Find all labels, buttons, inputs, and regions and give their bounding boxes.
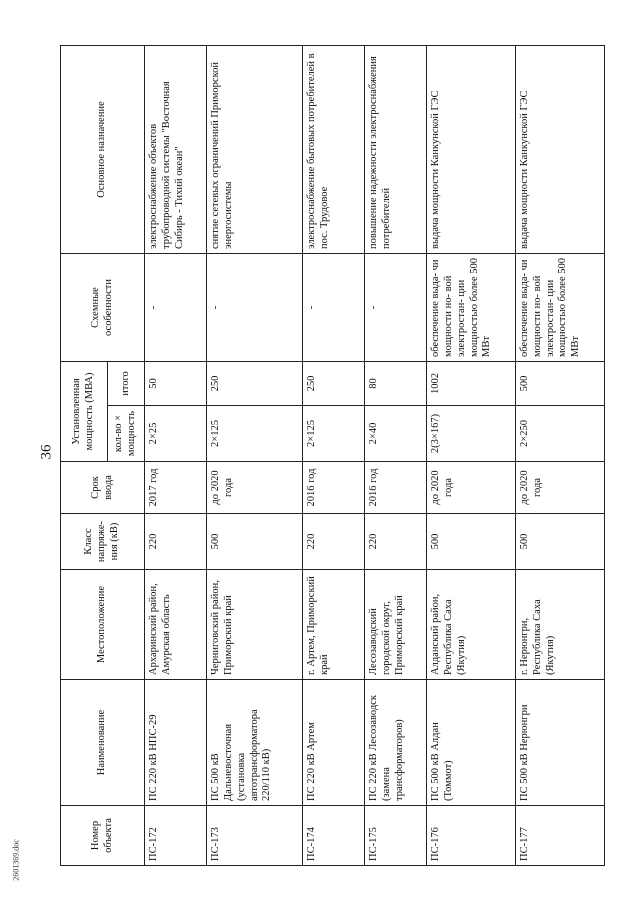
cell-capacity-total: 250 <box>302 362 364 406</box>
table-row <box>516 46 605 866</box>
table-header-row <box>61 46 108 866</box>
cell-scheme: - <box>145 254 207 362</box>
cell-location: Лесозаводский городской округ, Приморский край <box>364 570 426 680</box>
header-name: Наименование <box>61 680 145 806</box>
cell-capacity-total: 1002 <box>427 362 516 406</box>
header-purpose: Основное назначение <box>61 46 145 254</box>
cell-capacity-total: 500 <box>516 362 605 406</box>
table-row <box>145 46 207 866</box>
cell-purpose: электроснабжение объектов трубопроводной системы "Восточная Сибирь - Тихий океан" <box>145 46 207 254</box>
header-number: Номер объекта <box>61 806 145 866</box>
cell-name: ПС 220 кВ Артем <box>302 680 364 806</box>
header-location: Местоположение <box>61 570 145 680</box>
cell-number: ПС-175 <box>364 806 426 866</box>
header-term: Срок ввода <box>61 462 145 514</box>
substations-table-container <box>60 46 605 866</box>
cell-number: ПС-172 <box>145 806 207 866</box>
cell-location: г. Нерюнгри, Республика Саха (Якутия) <box>516 570 605 680</box>
header-capacity: Установленная мощность (МВА) <box>61 362 108 462</box>
cell-purpose: выдача мощности Канкунской ГЭС <box>427 46 516 254</box>
cell-purpose: повышение надежности электроснабжения потребителей <box>364 46 426 254</box>
header-voltage: Класс напряже- ния (кВ) <box>61 514 145 570</box>
cell-location: Архаринский район, Амурская область <box>145 570 207 680</box>
table-row <box>207 46 303 866</box>
cell-capacity-count: 2×25 <box>145 406 207 462</box>
cell-term: 2016 год <box>364 462 426 514</box>
page-number: 36 <box>38 444 55 460</box>
cell-purpose: снятие сетевых ограничений Приморской энергосистемы <box>207 46 303 254</box>
table-row <box>302 46 364 866</box>
cell-capacity-total: 250 <box>207 362 303 406</box>
cell-term: до 2020 года <box>207 462 303 514</box>
table-row <box>427 46 516 866</box>
cell-capacity-count: 2×40 <box>364 406 426 462</box>
cell-number: ПС-174 <box>302 806 364 866</box>
cell-scheme: обеспечение выда- чи мощности но- вой электростан- ции мощностью более 500 МВт <box>427 254 516 362</box>
cell-location: Черниговский район, Приморский край <box>207 570 303 680</box>
cell-voltage: 220 <box>145 514 207 570</box>
cell-term: 2016 год <box>302 462 364 514</box>
cell-name: ПС 500 кВ Нерюнгри <box>516 680 605 806</box>
cell-voltage: 500 <box>516 514 605 570</box>
cell-name: ПС 220 кВ Лесозаводск (замена трансформаторов) <box>364 680 426 806</box>
cell-number: ПС-177 <box>516 806 605 866</box>
cell-voltage: 220 <box>302 514 364 570</box>
cell-scheme: - <box>364 254 426 362</box>
footer-filename: 2601369.doc <box>11 839 21 881</box>
cell-voltage: 500 <box>207 514 303 570</box>
cell-capacity-total: 50 <box>145 362 207 406</box>
cell-location: Алданский район, Республика Саха (Якутия) <box>427 570 516 680</box>
cell-scheme: обеспечение выда- чи мощности но- вой электростан- ции мощностью более 500 МВт <box>516 254 605 362</box>
header-capacity-total: итого <box>108 362 145 406</box>
substations-table <box>60 45 605 866</box>
cell-name: ПС 500 кВ Дальневосточная (установка автотрансформатора 220/110 кВ) <box>207 680 303 806</box>
cell-capacity-count: 2×125 <box>302 406 364 462</box>
cell-name: ПС 220 кВ НПС-29 <box>145 680 207 806</box>
cell-capacity-count: 2×125 <box>207 406 303 462</box>
cell-purpose: выдача мощности Канкунской ГЭС <box>516 46 605 254</box>
cell-scheme: - <box>207 254 303 362</box>
cell-number: ПС-173 <box>207 806 303 866</box>
cell-capacity-count: 2×250 <box>516 406 605 462</box>
cell-term: до 2020 года <box>516 462 605 514</box>
cell-scheme: - <box>302 254 364 362</box>
header-capacity-count: кол-во × мощность <box>108 406 145 462</box>
table-row <box>364 46 426 866</box>
cell-voltage: 500 <box>427 514 516 570</box>
cell-capacity-count: 2(3×167) <box>427 406 516 462</box>
cell-term: до 2020 года <box>427 462 516 514</box>
cell-term: 2017 год <box>145 462 207 514</box>
cell-number: ПС-176 <box>427 806 516 866</box>
cell-purpose: электроснабжение бытовых потребителей в пос. Трудовое <box>302 46 364 254</box>
cell-voltage: 220 <box>364 514 426 570</box>
cell-location: г. Артем, Приморский край <box>302 570 364 680</box>
header-scheme: Схемные особенности <box>61 254 145 362</box>
cell-capacity-total: 80 <box>364 362 426 406</box>
cell-name: ПС 500 кВ Алдан (Томмот) <box>427 680 516 806</box>
